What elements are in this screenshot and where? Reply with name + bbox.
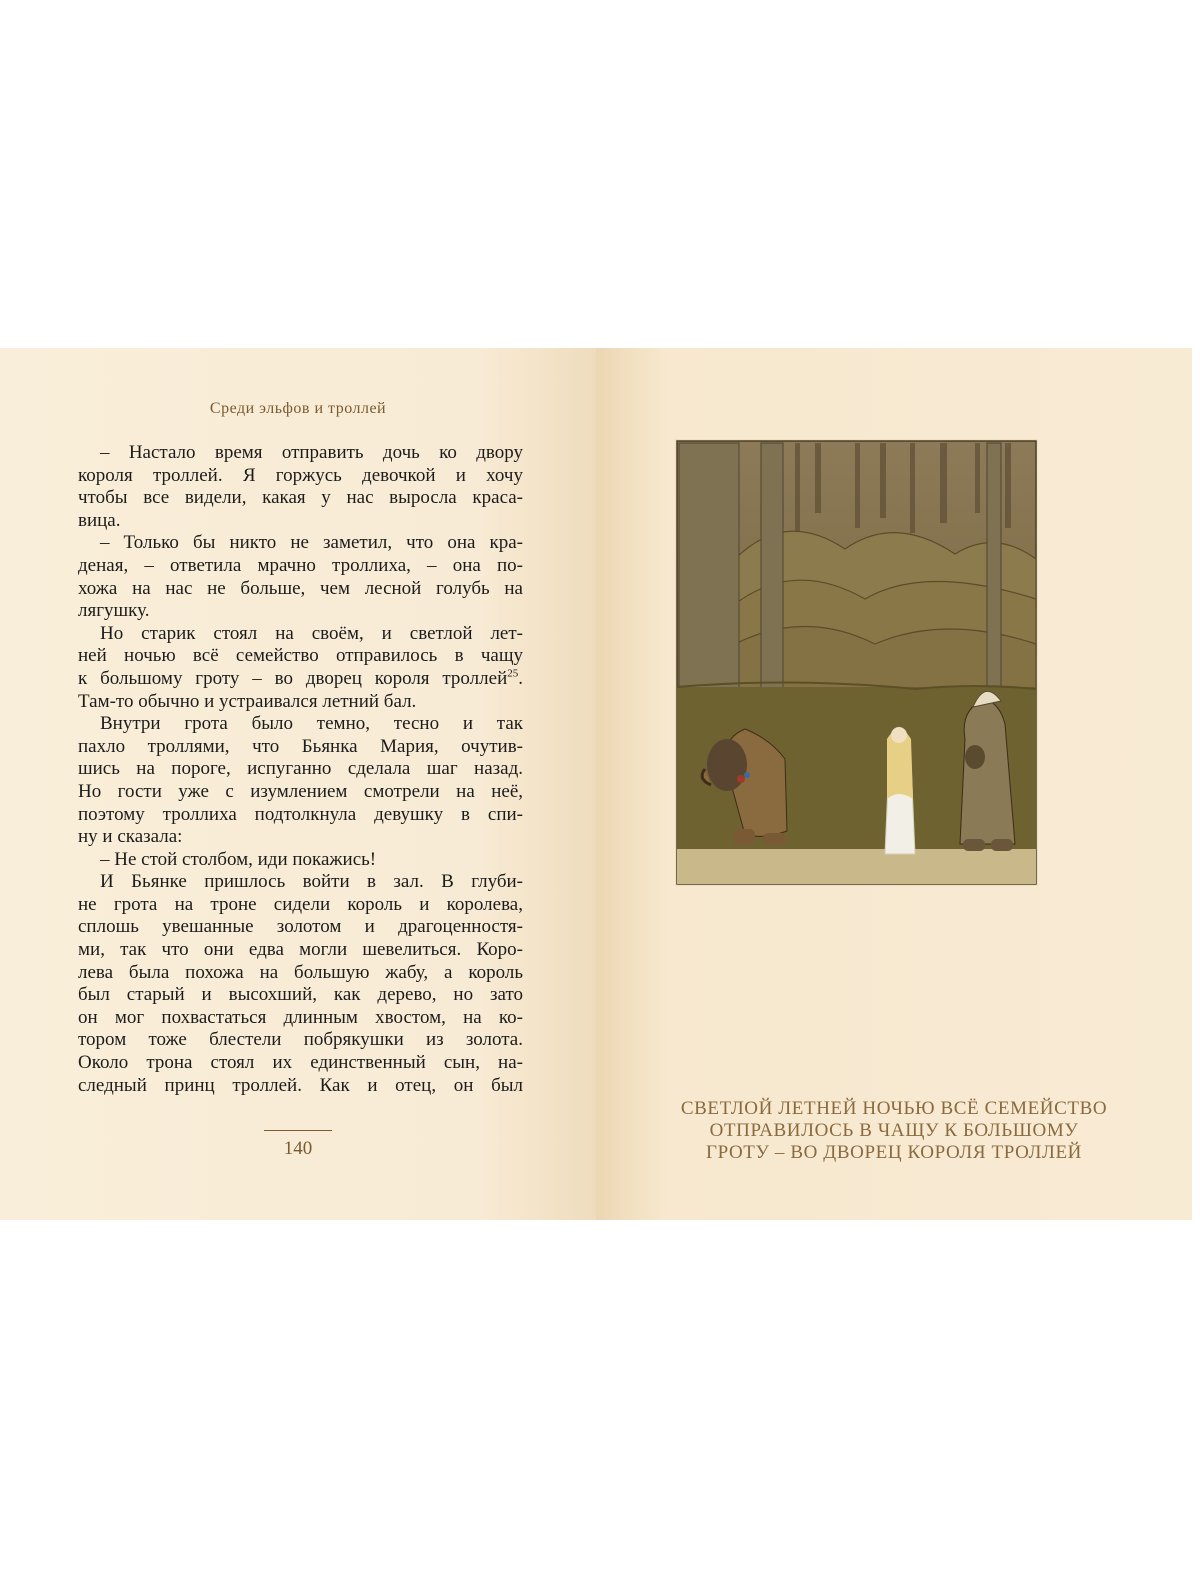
text-line (78, 758, 523, 781)
text-line (78, 736, 523, 759)
text-line (78, 826, 523, 849)
text-line-content: поэтому троллиха подтолкнула девушку в спи- (78, 803, 523, 825)
illustration (675, 439, 1038, 886)
text-line (78, 894, 523, 917)
book-spread (0, 348, 1192, 1220)
text-line-content: тором тоже блестели побрякушки из золота. (78, 1029, 523, 1051)
text-line-content: вица. (78, 509, 121, 531)
text-line-content: лева была похожа на большую жабу, а король (78, 961, 523, 983)
text-line (78, 962, 523, 985)
caption-line: ГРОТУ – ВО ДВОРЕЦ КОРОЛЯ ТРОЛЛЕЙ (706, 1142, 1082, 1163)
text-line (78, 781, 523, 804)
caption-line: ОТПРАВИЛОСЬ В ЧАЩУ К БОЛЬШОМУ (709, 1120, 1079, 1141)
running-head: Среди эльфов и троллей (209, 400, 387, 417)
text-line (78, 532, 523, 555)
text-line (78, 487, 523, 510)
illustration-caption (596, 1098, 1192, 1164)
text-line-content: ми, так что они едва могли шевелиться. Коро- (78, 939, 523, 961)
text-line-content: короля троллей. Я горжусь девочкой и хочу (78, 464, 523, 486)
text-line (78, 465, 523, 488)
text-line (78, 645, 523, 668)
caption-line: СВЕТЛОЙ ЛЕТНЕЙ НОЧЬЮ ВСЁ СЕМЕЙСТВО (680, 1098, 1108, 1119)
text-line-content: Там-то обычно и устраивался летний бал. (78, 690, 417, 712)
text-line-content: пахло троллями, что Бьянка Мария, очутив- (78, 735, 523, 757)
text-line-content: – Настало время отправить дочь ко двору (100, 442, 523, 463)
text-line (78, 1007, 523, 1030)
text-line-content: – Только бы никто не заметил, что она кра- (100, 532, 523, 554)
text-line-content: лягушку. (78, 600, 150, 622)
body-text (78, 442, 523, 1097)
text-line (78, 849, 523, 872)
text-line (78, 600, 523, 623)
right-page (596, 348, 1192, 1220)
text-line-content: он мог похвастаться длинным хвостом, на ко- (78, 1006, 523, 1028)
text-line (78, 871, 523, 894)
text-line (78, 804, 523, 827)
text-line (78, 939, 523, 962)
text-line-content: не грота на троне сидели король и королева, (78, 893, 523, 915)
text-line-content: И Бьянке пришлось войти в зал. В глуби- (100, 871, 523, 893)
text-line (78, 1052, 523, 1075)
text-line-content: Внутри грота было темно, тесно и так (100, 713, 523, 735)
text-line (78, 916, 523, 939)
text-line (78, 984, 523, 1007)
text-line-content: Около трона стоял их единственный сын, на- (78, 1052, 523, 1074)
text-line-content: шись на пороге, испуганно сделала шаг назад. (78, 758, 523, 780)
text-line (78, 1075, 523, 1098)
text-line (78, 668, 523, 691)
footnote-reference[interactable]: 25 (507, 667, 519, 680)
text-line-punctuation: . (518, 667, 523, 689)
text-line-content: ну и сказала: (78, 826, 183, 848)
text-line-content: хожа на нас не больше, чем лесной голубь на (78, 577, 523, 599)
left-page (0, 348, 596, 1220)
page-number: 140 (283, 1138, 313, 1159)
text-line (78, 442, 523, 465)
text-line (78, 510, 523, 533)
text-line (78, 555, 523, 578)
folio-rule (264, 1130, 332, 1131)
text-line (78, 578, 523, 601)
text-line-content: был старый и высохший, как дерево, но зато (78, 984, 523, 1006)
text-line-content: Но гости уже с изумлением смотрели на неё, (78, 780, 523, 802)
text-line-content: чтобы все видели, какая у нас выросла краса- (78, 487, 523, 509)
text-line-content: деная, – ответила мрачно троллиха, – она по- (78, 554, 523, 576)
text-line-content: ней ночью всё семейство отправилось в чащу (78, 645, 523, 667)
text-line (78, 623, 523, 646)
text-line (78, 1029, 523, 1052)
text-line-content: Но старик стоял на своём, и светлой лет- (100, 622, 523, 644)
text-line (78, 713, 523, 736)
text-line (78, 691, 523, 714)
trolls-and-princess-illustration (675, 439, 1038, 886)
text-line-content: следный принц троллей. Как и отец, он был (78, 1074, 523, 1096)
text-line-content: – Не стой столбом, иди покажись! (100, 848, 377, 870)
text-line-content: сплошь увешанные золотом и драгоценностя- (78, 916, 523, 938)
text-line-content: к большому гроту – во дворец короля троллей (78, 667, 508, 689)
